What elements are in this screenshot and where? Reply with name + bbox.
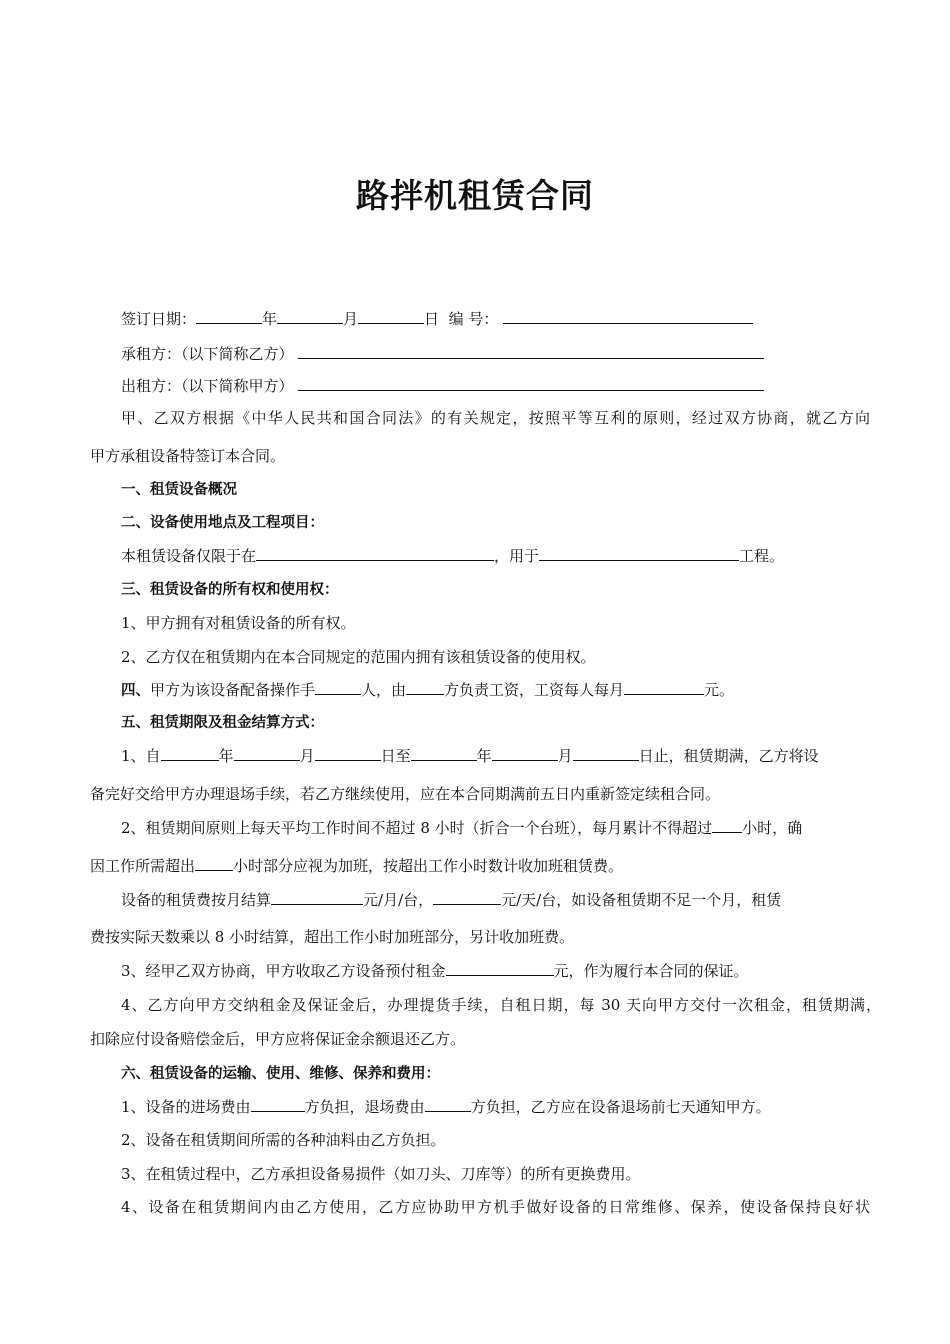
wage-amount-blank[interactable] — [624, 680, 704, 695]
section-5-item-1 — [121, 746, 870, 766]
section-1-heading: 一、租赁设备概况 — [121, 482, 237, 498]
year-blank[interactable] — [196, 309, 262, 324]
section-5-fee — [121, 890, 870, 910]
lessee-line — [121, 344, 870, 364]
section-6-item-1 — [121, 1097, 870, 1117]
end-day-blank[interactable] — [573, 746, 639, 761]
section-4-heading: 四、 — [121, 683, 150, 699]
section-3-heading: 三、租赁设备的所有权和使用权： — [121, 582, 339, 598]
operator-text: 甲方为该设备配备操作手 — [150, 681, 316, 699]
deposit-blank[interactable] — [446, 961, 554, 976]
sign-date-line — [121, 309, 870, 329]
section-5-item-3 — [121, 961, 870, 981]
end-year-label: 年 — [476, 747, 492, 765]
preamble-line-2: 甲方承租设备特签订本合同。 — [90, 447, 286, 465]
number-label: 编 号： — [448, 310, 499, 328]
start-day-blank[interactable] — [315, 746, 381, 761]
preamble-line-1: 甲、乙双方根据《中华人民共和国合同法》的有关规定，按照平等互利的原则，经过双方协商，就乙方向 — [121, 409, 870, 427]
day-blank[interactable] — [358, 309, 424, 324]
day-label: 日 — [424, 310, 440, 328]
section-6-item-3: 3、在租赁过程中，乙方承担设备易损件（如刀头、刀库等）的所有更换费用。 — [121, 1165, 641, 1183]
period-from: 1、自 — [121, 747, 161, 765]
lessor-label: 出租方：（以下简称甲方） — [121, 377, 294, 395]
location-text: 本租赁设备仅限于在 — [121, 547, 257, 565]
section-5-item-2 — [121, 818, 870, 838]
location-blank[interactable] — [256, 546, 494, 561]
document-title: 路拌机租赁合同 — [356, 176, 594, 215]
wage-party-blank[interactable] — [406, 680, 444, 695]
operator-count-blank[interactable] — [315, 680, 361, 695]
date-label: 签订日期： — [121, 310, 197, 328]
project-text: ，用于 — [494, 547, 540, 565]
entry-fee-party-blank[interactable] — [251, 1097, 305, 1112]
deposit-text: 3、经甲乙双方协商，甲方收取乙方设备预付租金 — [121, 962, 446, 980]
start-year-blank[interactable] — [161, 746, 219, 761]
monthly-fee-blank[interactable] — [271, 890, 363, 905]
exit-fee-text: 方负担，退场费由 — [304, 1098, 425, 1116]
exit-fee-party-blank[interactable] — [425, 1097, 471, 1112]
section-6-item-2: 2、设备在租赁期间所需的各种油料由乙方负担。 — [121, 1131, 446, 1149]
overtime-hours-blank[interactable] — [195, 856, 233, 871]
section-2-location — [121, 546, 870, 566]
number-blank[interactable] — [503, 309, 753, 324]
section-5-fee-cont: 费按实际天数乘以 8 小时结算，超出工作小时加班部分，另计收加班费。 — [90, 928, 575, 946]
year-label: 年 — [262, 310, 278, 328]
section-3-item-1: 1、甲方拥有对租赁设备的所有权。 — [121, 614, 356, 632]
month-label: 月 — [343, 310, 359, 328]
end-month-label: 月 — [557, 747, 573, 765]
lessee-blank[interactable] — [298, 344, 764, 359]
overtime-text: 因工作所需超出 — [90, 857, 196, 875]
operator-by-text: 人，由 — [361, 681, 407, 699]
section-6-heading: 六、租赁设备的运输、使用、维修、保养和费用： — [121, 1066, 440, 1082]
section-2-heading: 二、设备使用地点及工程项目： — [121, 515, 324, 531]
overtime-suffix: 小时部分应视为加班，按超出工作小时数计收加班租赁费。 — [233, 857, 624, 875]
section-5-item-4: 4、乙方向甲方交纳租金及保证金后，办理提货手续，自租日期，每 30 天向甲方交付一次租金，租赁期满， — [121, 996, 881, 1014]
section-5-heading: 五、租赁期限及租金结算方式： — [121, 715, 324, 731]
hours-suffix: 小时，确 — [742, 819, 803, 837]
start-month-blank[interactable] — [234, 746, 300, 761]
project-suffix: 工程。 — [739, 547, 785, 565]
section-3-item-2: 2、乙方仅在租赁期内在本合同规定的范围内拥有该租赁设备的使用权。 — [121, 648, 596, 666]
end-year-blank[interactable] — [411, 746, 477, 761]
entry-fee-text: 1、设备的进场费由 — [121, 1098, 251, 1116]
fee-text: 设备的租赁费按月结算 — [121, 891, 272, 909]
start-year-label: 年 — [218, 747, 234, 765]
section-6-item-4: 4、设备在租赁期间内由乙方使用，乙方应协助甲方机手做好设备的日常维修、保养，使设备保持良好状 — [121, 1198, 870, 1216]
hours-text: 2、租赁期间原则上每天平均工作时间不超过 8 小时（折合一个台班），每月累计不得超过 — [121, 819, 713, 837]
lessor-blank[interactable] — [298, 376, 764, 391]
project-blank[interactable] — [539, 546, 739, 561]
daily-fee-blank[interactable] — [433, 890, 501, 905]
lessor-line — [121, 376, 870, 396]
start-month-label: 月 — [299, 747, 315, 765]
daily-fee-unit: 元/天/台，如设备租赁期不足一个月，租赁 — [501, 891, 782, 909]
section-5-item-1-cont: 备完好交给甲方办理退场手续，若乙方继续使用，应在本合同期满前五日内重新签定续租合同。 — [90, 785, 721, 803]
exit-notice-text: 方负担，乙方应在设备退场前七天通知甲方。 — [470, 1098, 771, 1116]
wage-text: 方负责工资，工资每人每月 — [444, 681, 625, 699]
wage-unit: 元。 — [704, 681, 735, 699]
period-to: 日至 — [380, 747, 411, 765]
period-end-text: 日止，租赁期满，乙方将设 — [638, 747, 819, 765]
section-4-line — [121, 680, 870, 701]
monthly-fee-unit: 元/月/台， — [363, 891, 434, 909]
end-month-blank[interactable] — [492, 746, 558, 761]
month-blank[interactable] — [277, 309, 343, 324]
monthly-hours-blank[interactable] — [712, 818, 742, 833]
lessee-label: 承租方：（以下简称乙方） — [121, 345, 294, 363]
deposit-suffix: 元，作为履行本合同的保证。 — [553, 962, 749, 980]
section-5-item-4-cont: 扣除应付设备赔偿金后，甲方应将保证金余额退还乙方。 — [90, 1030, 466, 1048]
section-5-item-2-cont — [90, 856, 870, 876]
